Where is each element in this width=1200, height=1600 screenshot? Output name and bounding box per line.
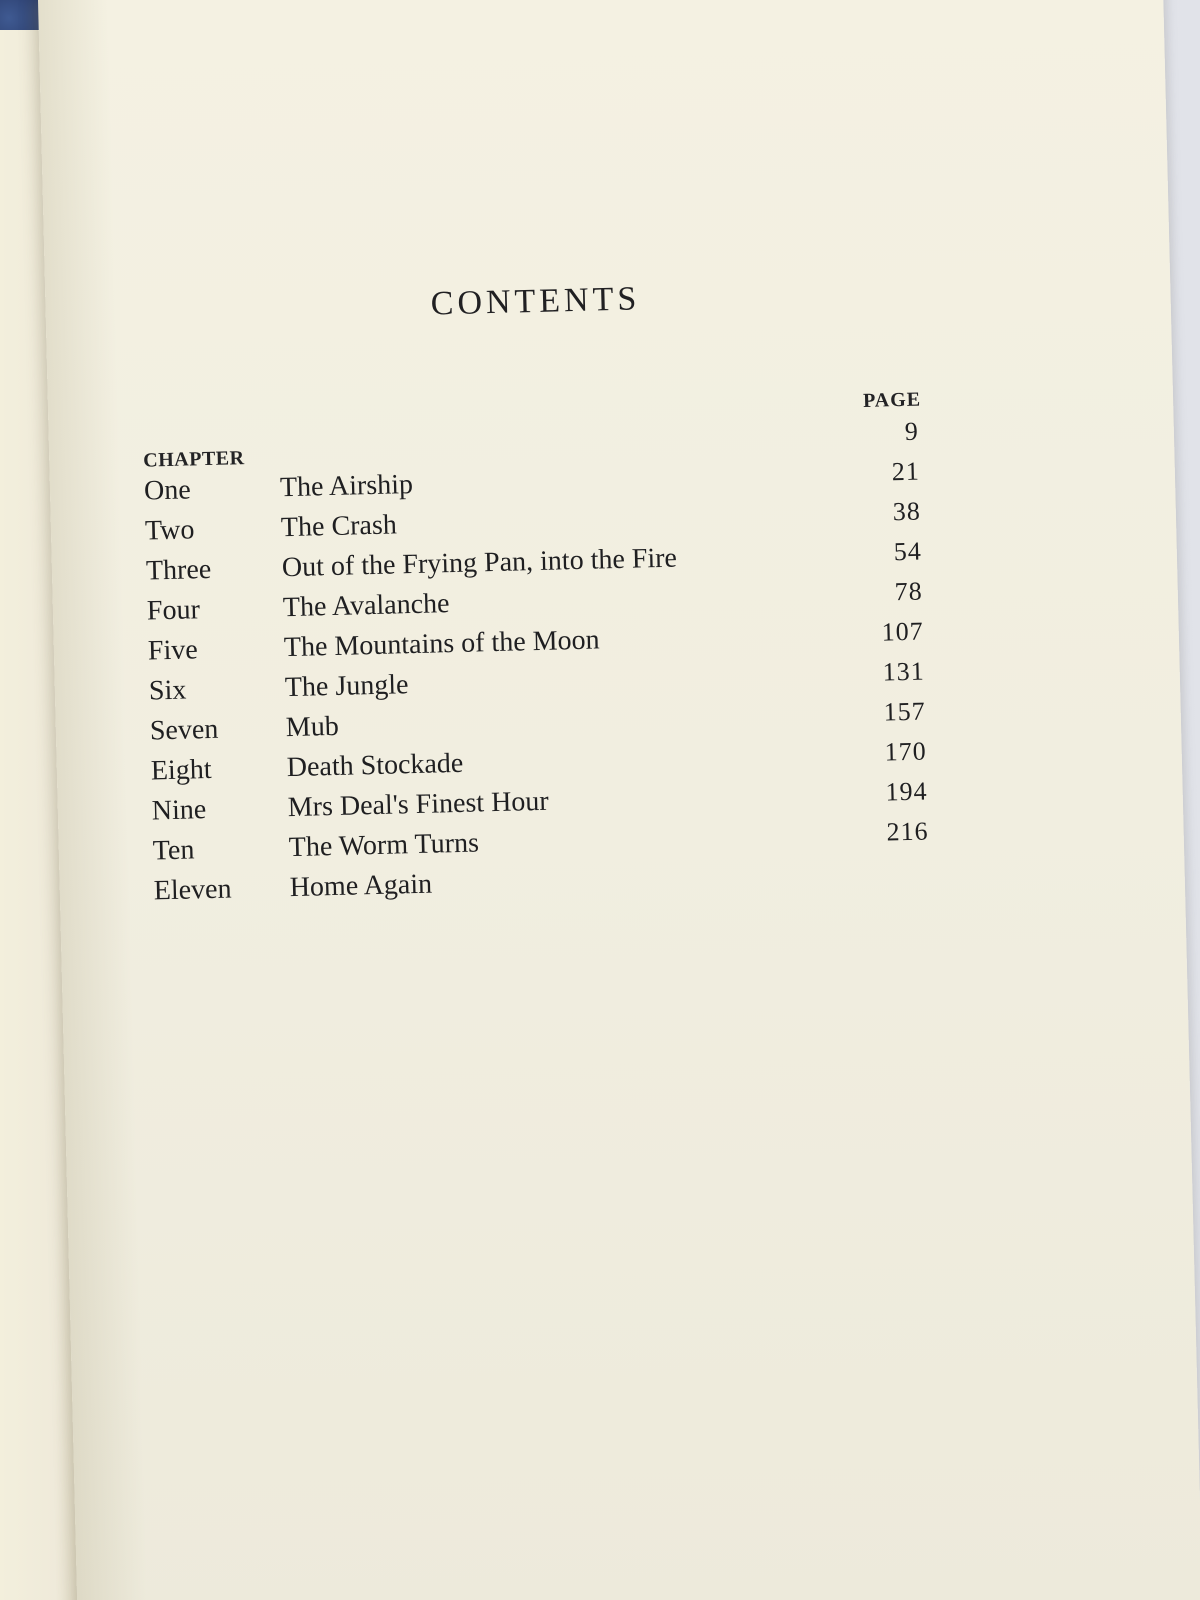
chapter-number: One — [143, 474, 192, 507]
chapter-number: Two — [144, 514, 195, 547]
chapter-number: Nine — [151, 794, 207, 827]
page-number: 194 — [885, 776, 928, 807]
chapter-title: Death Stockade — [286, 747, 464, 784]
page-title: CONTENTS — [430, 280, 641, 323]
chapter-title: The Airship — [279, 468, 414, 504]
page-number: 78 — [894, 576, 924, 607]
chapter-number: Eleven — [153, 873, 232, 907]
page-number-list — [848, 417, 929, 859]
chapter-title: The Mountains of the Moon — [283, 624, 600, 664]
page-number: 131 — [882, 656, 926, 687]
page-number: 157 — [883, 696, 926, 727]
page-column-header: PAGE — [862, 388, 922, 412]
chapter-number: Five — [147, 634, 199, 667]
chapter-number: Four — [146, 594, 201, 627]
chapter-number: Seven — [149, 713, 219, 747]
page-number: 9 — [904, 416, 920, 446]
page-number: 107 — [881, 616, 925, 647]
chapter-title: The Avalanche — [282, 588, 450, 624]
page-number: 54 — [893, 536, 923, 567]
page-number: 170 — [884, 736, 927, 767]
chapter-number: Ten — [152, 834, 195, 867]
chapter-title: The Worm Turns — [288, 827, 480, 864]
chapter-number: Eight — [150, 753, 212, 787]
chapter-title: Mub — [285, 710, 340, 744]
book-page — [38, 0, 1200, 1600]
chapter-number: Six — [148, 674, 187, 707]
page-number: 21 — [891, 456, 921, 487]
contents-section — [38, 0, 1187, 1000]
page-number: 216 — [886, 816, 929, 847]
chapter-column-header: CHAPTER — [143, 447, 245, 472]
chapter-title: The Jungle — [284, 669, 409, 704]
chapter-list — [144, 456, 975, 916]
page-number: 38 — [892, 496, 922, 527]
chapter-title: Mrs Deal's Finest Hour — [287, 785, 550, 824]
chapter-number: Three — [145, 553, 212, 587]
chapter-title: Out of the Frying Pan, into the Fire — [281, 542, 678, 584]
chapter-title: The Crash — [280, 509, 398, 544]
chapter-title: Home Again — [289, 868, 433, 904]
